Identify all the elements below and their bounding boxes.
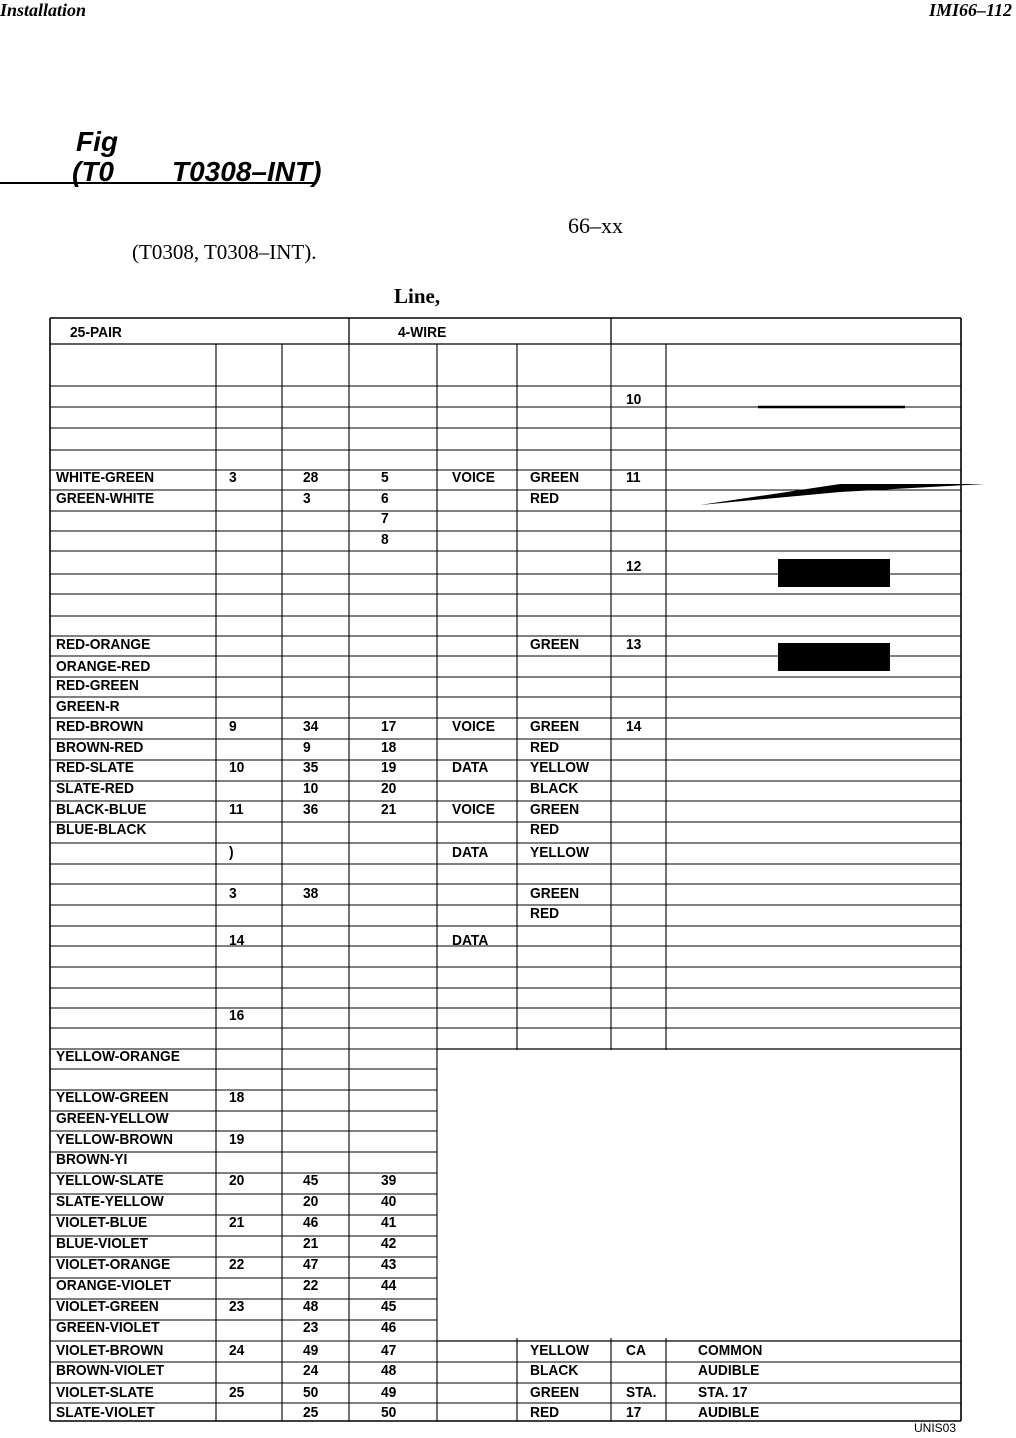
cell-port: 11 bbox=[626, 469, 641, 486]
cell-jack: 50 bbox=[381, 1404, 397, 1421]
cell-pair: 14 bbox=[229, 932, 245, 949]
cell-color: YELLOW-BROWN bbox=[56, 1131, 174, 1148]
cell-jack: 8 bbox=[381, 531, 389, 548]
cell-func: AUDIBLE bbox=[698, 1362, 760, 1379]
cell-pin: 36 bbox=[303, 801, 319, 818]
cell-color: BLACK-BLUE bbox=[56, 801, 147, 818]
cell-pin: 45 bbox=[303, 1172, 319, 1189]
cell-wire: BLACK bbox=[530, 780, 579, 797]
cell-jack: 47 bbox=[381, 1342, 397, 1359]
cell-pair: 16 bbox=[229, 1007, 245, 1024]
cell-color: GREEN-R bbox=[56, 698, 120, 715]
cell-jack: 6 bbox=[381, 490, 389, 507]
header-pair: 25-PAIR bbox=[70, 324, 122, 341]
cell-color: RED-SLATE bbox=[56, 759, 134, 776]
cell-pin: 48 bbox=[303, 1298, 319, 1315]
cell-pin: 34 bbox=[303, 718, 319, 735]
cell-wire: RED bbox=[530, 490, 560, 507]
cell-pair: 18 bbox=[229, 1089, 245, 1106]
cell-type: VOICE bbox=[452, 469, 495, 486]
header-wire: 4-WIRE bbox=[398, 324, 447, 341]
cell-wire: GREEN bbox=[530, 469, 580, 486]
cell-type: VOICE bbox=[452, 801, 495, 818]
cell-wire: GREEN bbox=[530, 801, 580, 818]
cell-jack: 18 bbox=[381, 739, 397, 756]
cell-jack: 7 bbox=[381, 510, 389, 527]
figure-caption-line2b: T0308–INT) bbox=[172, 156, 322, 187]
cell-jack: 46 bbox=[381, 1319, 397, 1336]
cell-jack: 40 bbox=[381, 1193, 397, 1210]
cell-pin: 22 bbox=[303, 1277, 319, 1294]
cell-pair: 19 bbox=[229, 1131, 245, 1148]
cell-pin: 50 bbox=[303, 1384, 319, 1401]
figure-code: UNIS03 bbox=[914, 1421, 957, 1435]
cell-color: SLATE-YELLOW bbox=[56, 1193, 164, 1210]
cell-port: 10 bbox=[626, 391, 642, 408]
cell-color: SLATE-RED bbox=[56, 780, 134, 797]
cell-type: DATA bbox=[452, 844, 489, 861]
cell-color: VIOLET-BROWN bbox=[56, 1342, 164, 1359]
cell-pair: ) bbox=[229, 844, 234, 861]
cell-pin: 3 bbox=[303, 490, 311, 507]
cell-color: GREEN-YELLOW bbox=[56, 1110, 169, 1127]
paragraph-line2: (T0308, T0308–INT). bbox=[132, 240, 317, 264]
cell-wire: RED bbox=[530, 739, 560, 756]
cell-jack: 5 bbox=[381, 469, 389, 486]
cell-wire: GREEN bbox=[530, 718, 580, 735]
cell-jack: 43 bbox=[381, 1256, 397, 1273]
cell-pin: 9 bbox=[303, 739, 311, 756]
cell-color: WHITE-GREEN bbox=[56, 469, 155, 486]
cell-port: 12 bbox=[626, 558, 642, 575]
cell-pair: 3 bbox=[229, 469, 237, 486]
cell-pin: 10 bbox=[303, 780, 319, 797]
cell-jack: 42 bbox=[381, 1235, 397, 1252]
cell-pin: 21 bbox=[303, 1235, 319, 1252]
cell-pin: 28 bbox=[303, 469, 319, 486]
cell-color: BLUE-BLACK bbox=[56, 821, 147, 838]
cell-pin: 20 bbox=[303, 1193, 319, 1210]
header-right: IMI66–112 bbox=[928, 0, 1012, 20]
cell-wire: GREEN bbox=[530, 636, 580, 653]
cell-func: COMMON bbox=[698, 1342, 763, 1359]
cell-wire: RED bbox=[530, 905, 560, 922]
cell-pin: 46 bbox=[303, 1214, 319, 1231]
cell-pin: 24 bbox=[303, 1362, 319, 1379]
blank-region bbox=[438, 1050, 960, 1338]
cell-type: VOICE bbox=[452, 718, 495, 735]
cell-pair: 10 bbox=[229, 759, 245, 776]
cell-port: CA bbox=[626, 1342, 646, 1359]
redaction-block-2 bbox=[778, 643, 890, 671]
cell-wire: GREEN bbox=[530, 885, 580, 902]
cell-func: AUDIBLE bbox=[698, 1404, 760, 1421]
cell-pair: 22 bbox=[229, 1256, 245, 1273]
cell-port: STA. bbox=[626, 1384, 657, 1401]
cell-pin: 35 bbox=[303, 759, 319, 776]
cell-jack: 20 bbox=[381, 780, 397, 797]
cell-color: RED-BROWN bbox=[56, 718, 144, 735]
cell-pin: 38 bbox=[303, 885, 319, 902]
cell-jack: 21 bbox=[381, 801, 397, 818]
cell-pair: 24 bbox=[229, 1342, 245, 1359]
cell-color: SLATE-VIOLET bbox=[56, 1404, 155, 1421]
cell-port: 13 bbox=[626, 636, 642, 653]
cell-wire: RED bbox=[530, 821, 560, 838]
cell-color: RED-GREEN bbox=[56, 677, 139, 694]
cell-jack: 41 bbox=[381, 1214, 397, 1231]
cell-pair: 9 bbox=[229, 718, 237, 735]
cell-wire: YELLOW bbox=[530, 1342, 590, 1359]
cell-color: BLUE-VIOLET bbox=[56, 1235, 148, 1252]
cell-type: DATA bbox=[452, 932, 489, 949]
cell-jack: 48 bbox=[381, 1362, 397, 1379]
cell-wire: YELLOW bbox=[530, 759, 590, 776]
cell-color: ORANGE-VIOLET bbox=[56, 1277, 172, 1294]
cell-color: VIOLET-SLATE bbox=[56, 1384, 154, 1401]
cell-color: BROWN-YI bbox=[56, 1151, 128, 1168]
cell-func: STA. 17 bbox=[698, 1384, 748, 1401]
cell-color: YELLOW-ORANGE bbox=[56, 1048, 180, 1065]
cell-wire: YELLOW bbox=[530, 844, 590, 861]
cell-color: VIOLET-BLUE bbox=[56, 1214, 148, 1231]
cell-jack: 17 bbox=[381, 718, 397, 735]
cell-jack: 39 bbox=[381, 1172, 397, 1189]
cell-wire: GREEN bbox=[530, 1384, 580, 1401]
cell-color: GREEN-VIOLET bbox=[56, 1319, 160, 1336]
cell-pair: 3 bbox=[229, 885, 237, 902]
paragraph-line3: Line, bbox=[394, 284, 441, 308]
cell-pin: 25 bbox=[303, 1404, 319, 1421]
header-left: Installation bbox=[0, 0, 87, 20]
cell-jack: 19 bbox=[381, 759, 397, 776]
cell-wire: BLACK bbox=[530, 1362, 579, 1379]
cell-color: VIOLET-GREEN bbox=[56, 1298, 159, 1315]
redaction-block-1 bbox=[778, 559, 890, 587]
cell-pin: 49 bbox=[303, 1342, 319, 1359]
cell-port: 14 bbox=[626, 718, 642, 735]
figure-caption-line2a: (T0 bbox=[72, 156, 114, 187]
cell-color: ORANGE-RED bbox=[56, 658, 151, 675]
cell-pair: 21 bbox=[229, 1214, 245, 1231]
paragraph-line1: 66–xx bbox=[568, 213, 623, 238]
cell-pair: 23 bbox=[229, 1298, 245, 1315]
cell-wire: RED bbox=[530, 1404, 560, 1421]
cell-color: RED-ORANGE bbox=[56, 636, 151, 653]
cell-pair: 20 bbox=[229, 1172, 245, 1189]
cell-type: DATA bbox=[452, 759, 489, 776]
cell-port: 17 bbox=[626, 1404, 642, 1421]
scan-mark bbox=[700, 484, 985, 505]
cell-pair: 11 bbox=[229, 801, 244, 818]
cell-jack: 45 bbox=[381, 1298, 397, 1315]
cell-jack: 49 bbox=[381, 1384, 397, 1401]
cell-pin: 23 bbox=[303, 1319, 319, 1336]
cell-color: YELLOW-GREEN bbox=[56, 1089, 169, 1106]
cell-color: BROWN-VIOLET bbox=[56, 1362, 165, 1379]
cell-color: VIOLET-ORANGE bbox=[56, 1256, 171, 1273]
cell-jack: 44 bbox=[381, 1277, 397, 1294]
figure-caption-line1: Fig bbox=[76, 126, 118, 157]
cell-color: YELLOW-SLATE bbox=[56, 1172, 164, 1189]
cell-pair: 25 bbox=[229, 1384, 245, 1401]
cell-color: GREEN-WHITE bbox=[56, 490, 155, 507]
cell-pin: 47 bbox=[303, 1256, 319, 1273]
cell-color: BROWN-RED bbox=[56, 739, 144, 756]
